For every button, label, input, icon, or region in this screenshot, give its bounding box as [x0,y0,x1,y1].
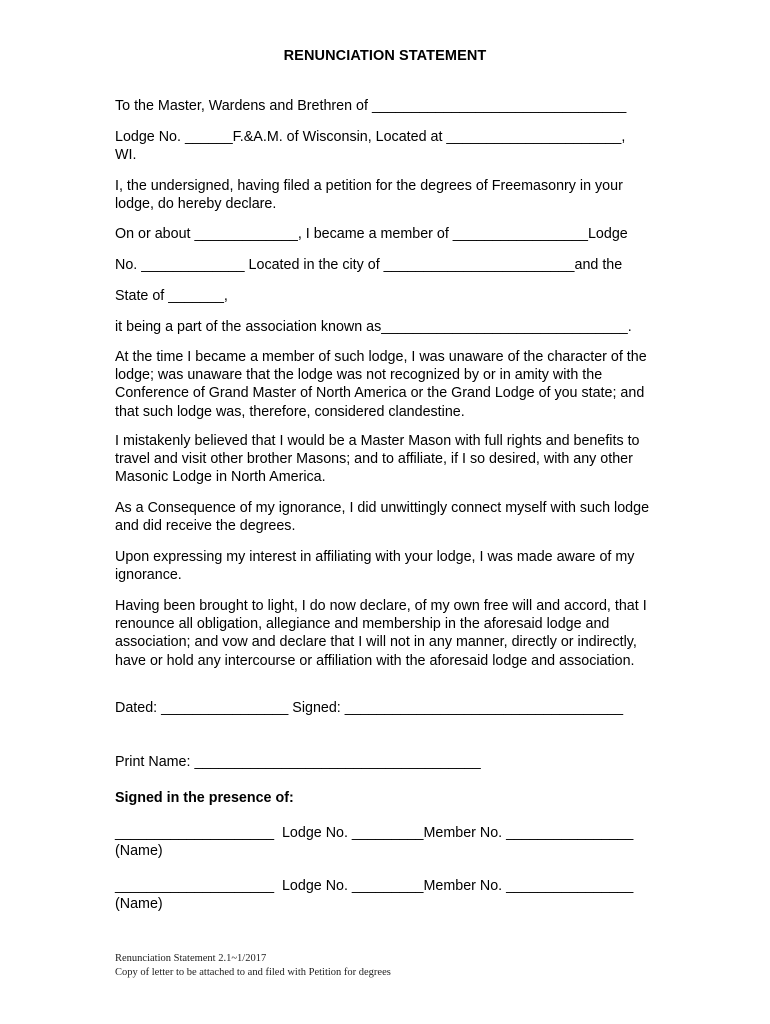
salutation-line: To the Master, Wardens and Brethren of ________________________________ [115,98,627,114]
witness-line-2: ____________________ Lodge No. _________Member No. ________________ [115,878,634,894]
dated-signed-line: Dated: ________________ Signed: ___________________________________ [115,700,624,716]
witness-name-label-2: (Name) [115,896,163,912]
footer-version: Renunciation Statement 2.1~1/2017 [115,953,267,964]
lodge-location-line: Lodge No. ______F.&A.M. of Wisconsin, Located at ______________________, [115,129,626,145]
mistakenly-paragraph: I mistakenly believed that I would be a Master Mason with full rights and benefits to travel and visit other brother Masons; and to affiliate, if I so desired, with any other Masonic Lodge in North America. [115,433,640,486]
witness-line-1: ____________________ Lodge No. _________Member No. ________________ [115,825,634,841]
membership-date-line: On or about _____________, I became a member of _________________Lodge [115,226,628,242]
signed-presence-heading: Signed in the presence of: [115,790,294,806]
state-abbrev-line: WI. [115,147,137,163]
association-line: it being a part of the association known as_______________________________. [115,319,632,335]
state-line: State of _______, [115,288,228,304]
consequence-paragraph: As a Consequence of my ignorance, I did unwittingly connect myself with such lodge and did receive the degrees. [115,500,650,535]
renunciation-paragraph: Having been brought to light, I do now declare, of my own free will and accord, that I renounce all obligation, allegiance and membership in the aforesaid lodge and association; and vow and declare that I will not in any manner, directly or indirectly, have or hold any intercourse or affiliation with the aforesaid lodge and association. [115,598,647,669]
page-title: RENUNCIATION STATEMENT [283,48,487,64]
ignorance-paragraph: Upon expressing my interest in affiliating with your lodge, I was made aware of my ignorance. [115,549,635,584]
lodge-number-city-line: No. _____________ Located in the city of ________________________and the [115,257,623,273]
unaware-paragraph: At the time I became a member of such lodge, I was unaware of the character of the lodge; was unaware that the lodge was not recognized by or in amity with the Conference of Grand Master of North America or the Grand Lodge of you state; and that such lodge was, therefore, considered clandestine. [115,349,647,420]
footer-note: Copy of letter to be attached to and filed with Petition for degrees [115,967,391,978]
undersigned-paragraph: I, the undersigned, having filed a petition for the degrees of Freemasonry in your lodge, do hereby declare. [115,178,623,213]
witness-name-label-1: (Name) [115,843,163,859]
print-name-line: Print Name: ____________________________________ [115,754,481,770]
